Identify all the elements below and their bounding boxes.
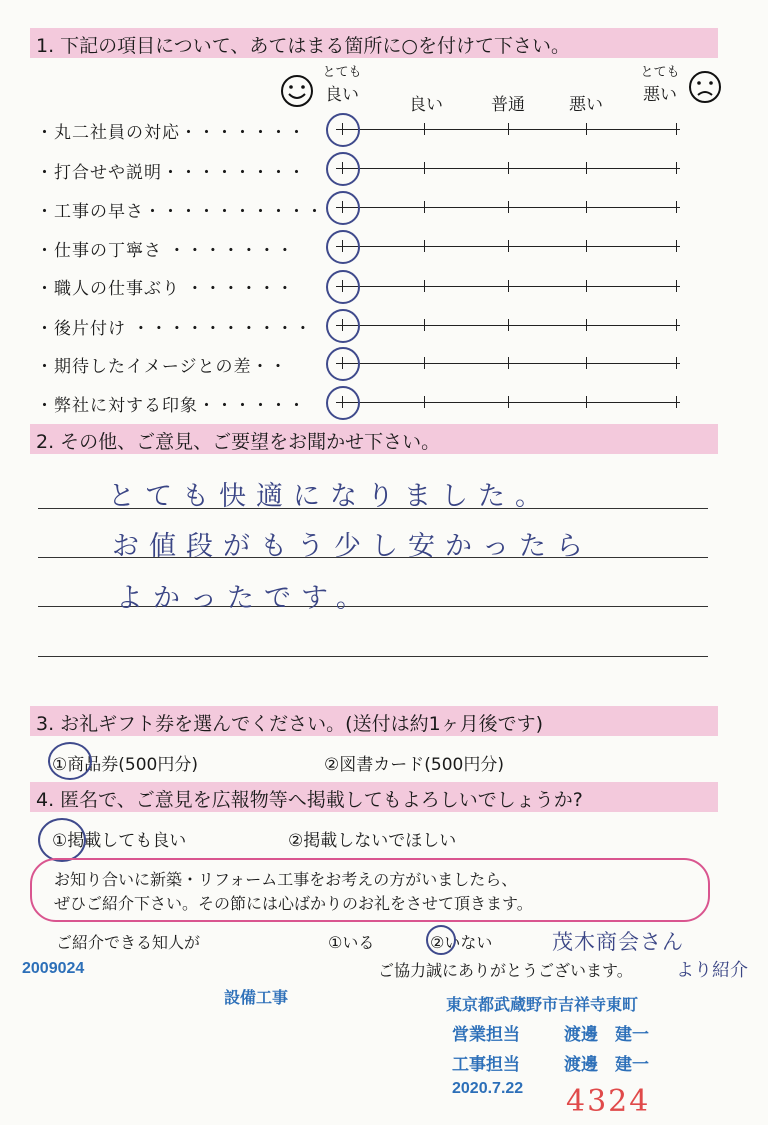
rating-option-tick[interactable] — [586, 357, 587, 369]
smiley-happy-icon — [280, 74, 314, 108]
scale-very-good: とても 良い — [322, 65, 362, 105]
rating-selection-mark — [326, 309, 360, 343]
thanks-message: ご協力誠にありがとうございます。 — [378, 961, 633, 980]
sales-rep-label: 営業担当 — [452, 1025, 520, 1044]
question-cleanup: ・後片付け ・・・・・・・・・・ — [36, 319, 313, 339]
referral-option-yes[interactable]: ①いる — [328, 933, 375, 952]
rating-option-tick[interactable] — [586, 280, 587, 292]
rating-option-tick[interactable] — [676, 162, 677, 174]
question-work-carefulness: ・仕事の丁寧さ ・・・・・・・ — [36, 241, 295, 261]
rating-selection-mark — [326, 270, 360, 304]
rating-option-tick[interactable] — [424, 201, 425, 213]
handwritten-referral-note: より紹介 — [676, 960, 748, 981]
section1-title: 1. 下記の項目について、あてはまる箇所に○を付けて下さい。 — [36, 35, 570, 57]
smiley-sad-icon — [688, 70, 722, 104]
handwritten-comment-line-2: お値段がもう少し安かったら — [112, 531, 593, 562]
scale-very-bad: とても 悪い — [640, 65, 680, 105]
gift-option-voucher[interactable]: ①商品券(500円分) — [52, 755, 198, 775]
handwritten-comment-line-1: とても快適になりました。 — [108, 481, 552, 512]
question-expectation-gap: ・期待したイメージとの差・・ — [36, 357, 288, 377]
section3-title: 3. お礼ギフト券を選んでください。(送付は約1ヶ月後です) — [36, 713, 544, 735]
rating-option-tick[interactable] — [508, 396, 509, 408]
handwritten-number: 4324 — [566, 1084, 651, 1119]
rating-selection-mark — [326, 191, 360, 225]
rating-option-tick[interactable] — [508, 319, 509, 331]
rating-option-tick[interactable] — [676, 201, 677, 213]
construction-rep-label: 工事担当 — [452, 1055, 520, 1074]
question-meeting-explanation: ・打合せや説明・・・・・・・・ — [36, 163, 306, 183]
rating-option-tick[interactable] — [676, 357, 677, 369]
rating-option-tick[interactable] — [424, 240, 425, 252]
rating-option-tick[interactable] — [586, 123, 587, 135]
rating-option-tick[interactable] — [586, 162, 587, 174]
rating-selection-mark — [326, 230, 360, 264]
handwritten-comment-line-3: よかったです。 — [116, 583, 373, 614]
write-line-4 — [38, 656, 708, 657]
publish-selection-mark — [38, 818, 86, 862]
rating-option-tick[interactable] — [424, 123, 425, 135]
rating-option-tick[interactable] — [676, 280, 677, 292]
rating-option-tick[interactable] — [676, 123, 677, 135]
gift-selection-mark — [48, 742, 92, 780]
section2-title: 2. その他、ご意見、ご要望をお聞かせ下さい。 — [36, 431, 441, 453]
rating-selection-mark — [326, 347, 360, 381]
scale-normal: 普通 — [491, 95, 525, 115]
rating-option-tick[interactable] — [586, 240, 587, 252]
publish-option-no[interactable]: ②掲載しないでほしい — [288, 831, 457, 851]
rating-option-tick[interactable] — [676, 240, 677, 252]
rating-option-tick[interactable] — [424, 319, 425, 331]
sales-rep-name: 渡邊 建一 — [564, 1025, 649, 1044]
scale-good: 良い — [409, 95, 443, 115]
rating-selection-mark — [326, 113, 360, 147]
section4-title: 4. 匿名で、ご意見を広報物等へ掲載してもよろしいでしょうか? — [36, 789, 583, 811]
rating-option-tick[interactable] — [424, 280, 425, 292]
referral-question: ご紹介できる知人が — [56, 933, 201, 952]
rating-selection-mark — [326, 152, 360, 186]
rating-option-tick[interactable] — [676, 319, 677, 331]
rating-option-tick[interactable] — [424, 162, 425, 174]
rating-option-tick[interactable] — [508, 240, 509, 252]
referral-selection-mark — [426, 925, 456, 955]
rating-option-tick[interactable] — [424, 396, 425, 408]
handwritten-referrer: 茂木商会さん — [552, 930, 684, 954]
rating-option-tick[interactable] — [508, 357, 509, 369]
completion-date: 2020.7.22 — [452, 1080, 524, 1097]
rating-option-tick[interactable] — [586, 396, 587, 408]
question-craftsman-work: ・職人の仕事ぶり ・・・・・・ — [36, 279, 295, 299]
document-code: 2009024 — [22, 960, 85, 977]
publish-option-yes[interactable]: ①掲載しても良い — [52, 831, 187, 851]
rating-option-tick[interactable] — [508, 201, 509, 213]
rating-option-tick[interactable] — [508, 280, 509, 292]
rating-option-tick[interactable] — [508, 162, 509, 174]
referral-text-line-2: ぜひご紹介下さい。その節には心ばかりのお礼をさせて頂きます。 — [54, 894, 533, 913]
question-construction-speed: ・工事の早さ・・・・・・・・・・ — [36, 202, 324, 222]
work-category: 設備工事 — [224, 990, 289, 1007]
rating-selection-mark — [326, 386, 360, 420]
scale-bad: 悪い — [569, 95, 603, 115]
referral-text-line-1: お知り合いに新築・リフォーム工事をお考えの方がいましたら、 — [54, 870, 518, 889]
rating-option-tick[interactable] — [424, 357, 425, 369]
rating-option-tick[interactable] — [676, 396, 677, 408]
gift-option-book-card[interactable]: ②図書カード(500円分) — [324, 755, 504, 775]
rating-option-tick[interactable] — [508, 123, 509, 135]
construction-rep-name: 渡邊 建一 — [564, 1055, 649, 1074]
referral-option-no[interactable]: ②いない — [430, 933, 493, 952]
question-company-impression: ・弊社に対する印象・・・・・・ — [36, 396, 306, 416]
question-staff-response: ・丸二社員の対応・・・・・・・ — [36, 123, 306, 143]
rating-option-tick[interactable] — [586, 319, 587, 331]
customer-address: 東京都武蔵野市吉祥寺東町 — [446, 997, 639, 1014]
rating-option-tick[interactable] — [586, 201, 587, 213]
